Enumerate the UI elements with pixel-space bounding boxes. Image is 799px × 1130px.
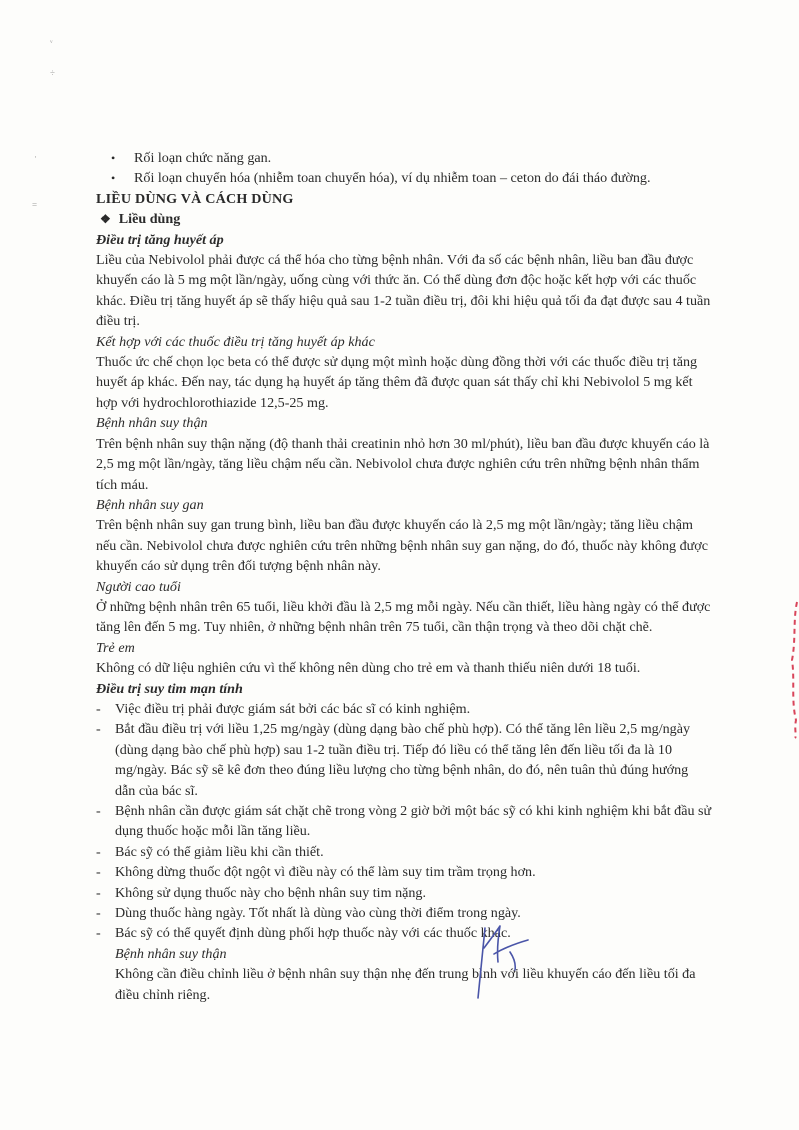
list-item: - Bác sỹ có thể giảm liều khi cần thiết. [96,843,324,860]
combo-text: Thuốc ức chế chọn lọc beta có thể được sử dụng một mình hoặc dùng đồng thời với các thuốc điều trị tăng huyết áp khác. Đến nay, tác dụng hạ huyết áp tăng thêm đã được quan sát thấy chỉ khi Nebivolol 5 mg kết hợp với hydrochlorothiazide 12,5-25 mg. [96,354,698,411]
list-item: - Dùng thuốc hàng ngày. Tốt nhất là dùng vào cùng thời điểm trong ngày. [96,905,521,922]
hepatic-text: Trên bệnh nhân suy gan trung bình, liều ban đầu được khuyến cáo là 2,5 mg một lần/ngày; tăng liều chậm nếu cần. Nebivolol chưa được nghiên cứu trên những bệnh nhân suy gan nặng, do đó, thuốc này không được khuyến cáo sử dụng trên đối tượng bệnh nhân này. [96,517,709,575]
list-item: • Rối loạn chuyển hóa (nhiễm toan chuyển hóa), ví dụ nhiễm toan – ceton do đái tháo đường. [96,168,712,188]
list-item: - Không dừng thuốc đột ngột vì điều này có thể làm suy tim trầm trọng hơn. [96,864,536,881]
list-item: - Bắt đầu điều trị với liều 1,25 mg/ngày (dùng dạng bào chế phù hợp). Có thể tăng lên liều 2,5 mg/ngày (dùng dạng bào chế phù hợp) sau 1-2 tuần điều trị. Tiếp đó liều có thể tăng lên đến liều tối đa là 10 mg/ngày. Bác sỹ sẽ kê đơn theo đúng liều lượng cho từng bệnh nhân, do đó, nên tuân thủ đúng hướng dẫn của bác sĩ. [96,721,691,799]
children-heading: Trẻ em [96,639,135,656]
scan-speck: ᵥ [50,34,53,44]
contraindication-bullets [96,148,712,189]
elderly-heading: Người cao tuổi [96,578,181,595]
heart-renal-text: Không cần điều chỉnh liều ở bệnh nhân suy thận nhẹ đến trung bình với liều khuyến cáo đến liều tối đa điều chỉnh riêng. [115,966,696,1003]
hypertension-heading: Điều trị tăng huyết áp [96,231,224,248]
list-item: - Bác sỹ có thể quyết định dùng phối hợp thuốc này với các thuốc khác. [96,925,511,942]
hypertension-text: Liều của Nebivolol phải được cá thể hóa cho từng bệnh nhân. Với đa số các bệnh nhân, liều ban đầu được khuyến cáo là 5 mg một lần/ngày, uống cùng với thức ăn. Có thể dùng đơn độc hoặc kết hợp với các thuốc khác. Điều trị tăng huyết áp sẽ thấy hiệu quả sau 1-2 tuần điều trị, đôi khi hiệu quả tối đa đạt được sau 4 tuần điều trị. [96,252,711,330]
scan-speck: = [32,200,38,210]
diamond-icon: ❖ [100,212,111,227]
children-text: Không có dữ liệu nghiên cứu vì thế không nên dùng cho trẻ em và thanh thiếu niên dưới 18 tuổi. [96,660,641,677]
list-item: - Việc điều trị phải được giám sát bởi các bác sĩ có kinh nghiệm. [96,700,471,717]
renal-text: Trên bệnh nhân suy thận nặng (độ thanh thải creatinin nhỏ hơn 30 ml/phút), liều ban đầu được khuyến cáo là 2,5 mg một lần/ngày, tăng liều chậm nếu cần. Nebivolol chưa được nghiên cứu trên những bệnh nhân thẩm tích máu. [96,435,710,493]
document-page [96,148,712,1005]
scan-speck: · [34,152,37,162]
hepatic-heading: Bệnh nhân suy gan [96,496,204,513]
section-title: LIỀU DÙNG VÀ CÁCH DÙNG [96,190,294,207]
bullet-icon: • [111,171,116,186]
stamp-edge-icon [787,600,799,740]
heart-failure-heading: Điều trị suy tim mạn tính [96,680,243,697]
subsection-title: ❖ Liều dùng [100,211,181,228]
list-item: - Bệnh nhân cần được giám sát chặt chẽ trong vòng 2 giờ bởi một bác sỹ có khi kinh nghiệm khi bắt đầu sử dụng thuốc hoặc mỗi lần tăng liều. [96,803,712,840]
scan-speck: ÷ [50,68,55,78]
combo-heading: Kết hợp với các thuốc điều trị tăng huyết áp khác [96,333,375,350]
list-item: • Rối loạn chức năng gan. [96,148,712,168]
heart-failure-list [96,699,712,944]
bullet-icon: • [111,151,116,165]
heart-renal-heading: Bệnh nhân suy thận [115,945,227,962]
list-item: - Không sử dụng thuốc này cho bệnh nhân suy tim nặng. [96,884,427,901]
renal-heading: Bệnh nhân suy thận [96,415,208,432]
signature-icon [470,918,540,1008]
elderly-text: Ở những bệnh nhân trên 65 tuổi, liều khởi đầu là 2,5 mg mỗi ngày. Nếu cần thiết, liều hàng ngày có thể được tăng lên đến 5 mg. Tuy nhiên, ở những bệnh nhân trên 75 tuổi, cần thận trọng và theo dõi chặt chẽ. [96,598,711,636]
